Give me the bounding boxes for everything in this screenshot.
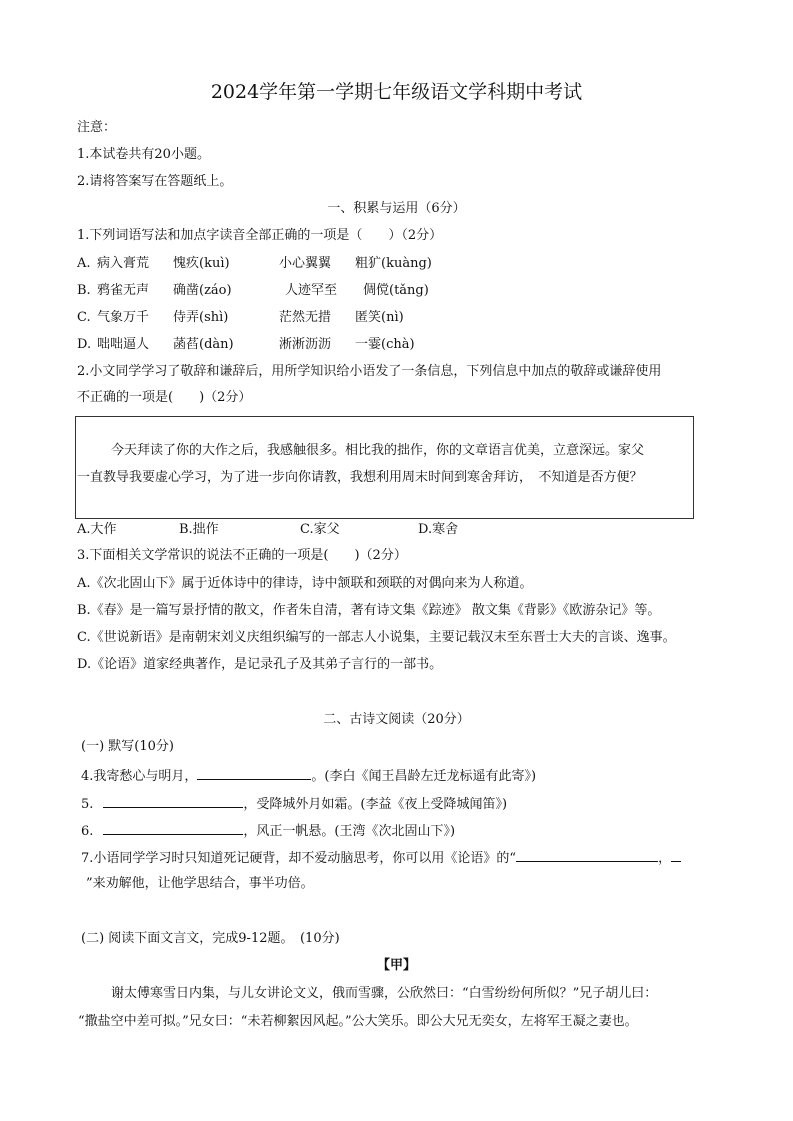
option-word: 病入膏荒 [97, 256, 150, 271]
q3-option-b: B.《春》是一篇写景抒情的散文，作者朱自清，著有诗文集《踪迹》 散文集《背影》《欧游杂记》等。 [77, 603, 661, 618]
q6-number: 6. [81, 824, 94, 839]
q4 [81, 767, 536, 785]
q2-option-d: D.寒舍 [418, 522, 459, 537]
option-word: 侍弄(shì) [173, 310, 229, 325]
part2-heading: (二) 阅读下面文言文，完成9-12题。 (10分) [81, 931, 340, 946]
option-word: 粗犷(kuàng) [355, 256, 432, 271]
option-word: 倜傥(tǎng) [363, 283, 429, 298]
message-box [75, 416, 694, 519]
option-word: 菡萏(dàn) [173, 337, 234, 352]
q6-text: ，风正一帆悬。(王湾《次北固山下》) [243, 824, 456, 839]
part1-heading: (一) 默写(10分) [81, 739, 174, 754]
option-word: 确凿(záo) [173, 283, 232, 298]
q2-option-b: B.拙作 [179, 522, 219, 537]
q3-option-c: C.《世说新语》是南朝宋刘义庆组织编写的一部志人小说集，主要记载汉末至东晋士大夫的言谈、逸事。 [77, 630, 676, 645]
jia-heading: 【甲】 [376, 958, 416, 973]
q7-line2: ”来劝解他，让他学思结合，事半功倍。 [86, 876, 314, 891]
notice-item: 1.本试卷共有20小题。 [77, 147, 210, 162]
option-word: 愧疚(kuì) [173, 256, 230, 271]
option-word: 匿笑(nì) [355, 310, 404, 325]
notice-item: 2.请将答案写在答题纸上。 [77, 174, 233, 189]
q5-text: ，受降城外月如霜。(李益《夜上受降城闻笛》) [243, 797, 508, 812]
option-word: 茫然无措 [279, 310, 332, 325]
notice-heading: 注意： [77, 120, 117, 135]
q2-option-c: C.家父 [300, 522, 340, 537]
q4-source: 。(李白《闻王昌龄左迁龙标遥有此寄》) [311, 769, 537, 784]
option-word: 咄咄逼人 [97, 337, 150, 352]
option-word: 人迹罕至 [285, 283, 338, 298]
q4-text: 4.我寄愁心与明月， [81, 769, 198, 784]
answer-blank[interactable] [103, 795, 243, 808]
message-line2: 一直教导我要虚心学习，为了进一步向你请教，我想利用周末时间到寒舍拜访， 不知道是否方便？ [77, 470, 643, 485]
q3-option-d: D.《论语》道家经典著作，是记录孔子及其弟子言行的一部书。 [77, 657, 443, 672]
q6 [81, 822, 455, 840]
q7-comma: ， [658, 851, 672, 866]
option-word: 小心翼翼 [279, 256, 332, 271]
option-label: D. [77, 337, 92, 352]
q1-stem: 1.下列词语写法和加点字读音全部正确的一项是（ ）（2分） [77, 228, 443, 243]
answer-blank[interactable] [197, 767, 311, 780]
option-label: A. [77, 256, 91, 271]
passage-line2: “撒盐空中差可拟。”兄女曰：“未若柳絮因风起。”公大笑乐。即公大兄无奕女，左将军王凝之妻也。 [78, 1014, 638, 1029]
option-label: C. [77, 310, 91, 325]
option-label: B. [77, 283, 91, 298]
answer-blank[interactable] [516, 849, 658, 862]
exam-title: 2024学年第一学期七年级语文学科期中考试 [210, 81, 583, 103]
q5-number: 5. [81, 797, 94, 812]
answer-blank[interactable] [103, 822, 243, 835]
q5 [81, 795, 507, 813]
answer-blank[interactable] [671, 849, 681, 862]
option-word: 淅淅沥沥 [279, 337, 332, 352]
q3-option-a: A.《次北固山下》属于近体诗中的律诗，诗中颔联和颈联的对偶向来为人称道。 [77, 576, 533, 591]
option-word: 一霎(chà) [355, 337, 415, 352]
passage-line1: 谢太傅寒雪日内集，与儿女讲论文义，俄而雪骤，公欣然曰：“白雪纷纷何所似？”兄子胡儿曰： [111, 986, 658, 1001]
section1-heading: 一、积累与运用（6分） [327, 201, 466, 216]
q7-text: 7.小语同学学习时只知道死记硬背，却不爱动脑思考，你可以用《论语》的“ [81, 851, 517, 866]
q7-line1 [81, 849, 681, 867]
section2-heading: 二、古诗文阅读（20分） [323, 712, 470, 727]
option-word: 气象万千 [97, 310, 150, 325]
q2-stem-line1: 2.小文同学学习了敬辞和谦辞后，用所学知识给小语发了一条信息，下列信息中加点的敬辞或谦辞使用 [77, 364, 662, 379]
q2-option-a: A.大作 [77, 522, 117, 537]
q2-stem-line2: 不正确的一项是( )（2分） [77, 390, 252, 405]
message-line1: 今天拜读了你的大作之后，我感触很多。相比我的拙作，你的文章语言优美，立意深远。家父 [111, 443, 645, 458]
q3-stem: 3.下面相关文学常识的说法不正确的一项是( )（2分） [77, 548, 407, 563]
option-word: 鸦雀无声 [97, 283, 150, 298]
